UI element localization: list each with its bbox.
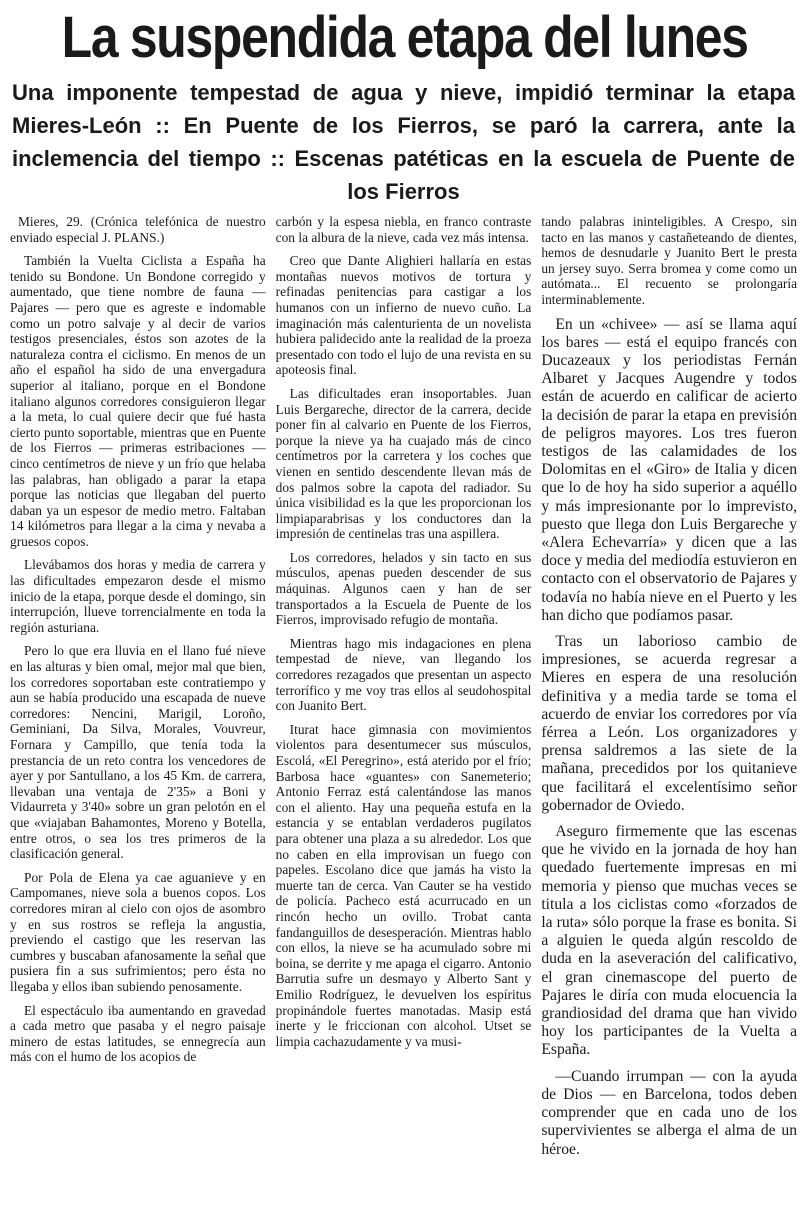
column-2 [276,214,532,1167]
paragraph: Llevábamos dos horas y media de carrera y las dificultades empezaron desde el mismo inicio de la etapa, porque desde el domingo, sin interrupción, llueve torrencialmente en toda la región asturiana. [10,557,266,635]
paragraph: También la Vuelta Ciclista a España ha tenido su Bondone. Un Bondone corregido y aumentado, que tiene nombre de fauna — Pajares — pero que es agreste e indomable como un potro salvaje y al decir de varios testigos presenciales, éstos son azotes de la naturaleza contra el ciclismo. En menos de un año el español ha sido de una envergadura superior al italiano, porque en el Bondone italiano algunos corredores consiguieron llegar a la meta, lo cual quiere decir que fué hasta cierto punto soportable, mientras que en Puente de los Fierros — primeras estribaciones — cinco centímetros de nieve y un frío que helaba las palabras, han obligado a parar la etapa porque las noticias que llegaban del puerto daban ya un espesor de medio metro. Faltaban 14 kilómetros para llegar a la cima y nevaba a gruesos copos. [10,253,266,549]
paragraph: En un «chivee» — así se llama aquí los bares — está el equipo francés con Ducazeaux y los periodistas Fernán Albaret y Jacques Augendre y todos están de acuerdo en calificar de acierto la decisión de parar la etapa en previsión de peligros mayores. Los tres fueron testigos de las calamidades de los Dolomitas en el «Giro» de Italia y dicen que lo de hoy ha sido superior a aquéllo y más impresionante por lo imprevisto, puesto que llega don Luis Bergareche y «Alera Echevarría» y dicen que a las doce y media del mediodía estuvieron en contacto con el observatorio de Pajares y todavía no había nieve en el Puerto y les han dicho que podíamos pasar. [541,315,798,624]
paragraph: —Cuando irrumpan — con la ayuda de Dios — en Barcelona, todos deben comprender que en cada uno de los supervivientes se alberga el alma de un héroe. [541,1067,798,1158]
paragraph: Pero lo que era lluvia en el llano fué nieve en las alturas y bien omal, mejor mal que bien, los corredores soportaban este contratiempo y aun se había producido una escapada de nueve corredores: Nencini, Marigil, Loroño, Geminiani, Da Silva, Morales, Vouvreur, Fornara y Campillo, que tenía toda la prestancia de un reto contra los vencedores de ayer y por Santullano, a los 45 Km. de carrera, llevaban una ventaja de 2'35» a Boni y Vidaurreta y 3'40» sobre un gran pelotón en el que «viajaban Bahamontes, Moreno y Botella, entre otros, o sea los tres primeros de la clasificación general. [10,643,266,862]
paragraph: Iturat hace gimnasia con movimientos violentos para desentumecer sus músculos, Escolá, «El Peregrino», está aterido por el frío; Barbosa hace «guantes» con Sanemeterio; Antonio Ferraz está calentándose las manos con el aliento. Hay una pequeña estufa en la estancia y se entablan verdaderos pugilatos para obtener una plaza a su alrededor. Los que no caben en ella improvisan un fuego con papeles. Escolano dice que jamás ha visto la muerte tan de cerca. Van Cauter se ha vestido de policía. Pacheco está acurrucado en un rincón hecho un ovillo. Trobat canta fandanguillos de desesperación. Mientras hablo con ellos, la nieve se ha acumulado sobre mi boina, se derrite y me apaga el cigarro. Antonio Barrutia sufre un desmayo y Alberto Sant y Emilio Rodríguez, le devuelven los espíritus propinándole fuertes manotadas. Masip está inerte y le friccionan con alcohol. Utset se limpia cachazudamente y va musi- [275,721,532,1049]
subheadline: Una imponente tempestad de agua y nieve, impidió terminar la etapa Mieres-León :: En Puente de los Fierros, se paró la carrera, ante la inclemencia del tiempo :: Escenas patéticas en la escuela de Puente de los Fierros [12,80,795,204]
paragraph: Tras un laborioso cambio de impresiones, se acuerda regresar a Mieres en espera de una resolución definitiva y a media tarde se toma el acuerdo de enviar los corredores por vía férrea a León. Los organizadores y prensa saldremos a las siete de la mañana, precedidos por los quitanieve que facilitará el excelentísimo señor gobernador de Oviedo. [541,633,798,814]
article-body [6,214,801,1167]
paragraph: Las dificultades eran insoportables. Juan Luis Bergareche, director de la carrera, decide poner fin al calvario en Puente de los Fierros, porque la nieve ya ha cuajado más de cinco centímetros por la carretera y los coches que vienen en sentido descendente llevan más de dos palmos sobre la capota del radiador. Su única visibilidad es la que les proporcionan los limpiaparabrisas y los conductores dan la impresión de centinelas tras una aspillera. [275,385,532,542]
paragraph: carbón y la espesa niebla, en franco contraste con la albura de la nieve, cada vez más intensa. [275,214,532,245]
paragraph: Aseguro firmemente que las escenas que he vivido en la jornada de hoy han quedado fuertemente impresas en mi memoria y pienso que muchas veces se titula a los ciclistas como «forzados de la ruta» sólo porque la frase es bonita. Si a alguien le queda algún rescoldo de duda en la aseveración del calificativo, el gran cinemascope del puerto de Pajares le diría con muda elocuencia la grandiosidad del drama que han vivido hoy los participantes de la Vuelta a España. [541,823,798,1059]
paragraph: Creo que Dante Alighieri hallaría en estas montañas nuevos motivos de tortura y refinadas penitencias para castigar a los humanos con un infierno de nuevo cuño. La imaginación más calenturienta de un novelista hubiera palidecido ante la realidad de la proeza presentado con todo el lujo de una revista en su apoteosis final. [275,253,532,378]
paragraph: Por Pola de Elena ya cae aguanieve y en Campomanes, nieve sola a buenos copos. Los corredores miran al cielo con ojos de asombro y en sus rostros se refleja la angustia, previendo el castigo que les reservan las cumbres y buscaban afanosamente la señal que pusiera fin a sus sufrimientos; pero ésta no llegaba y ellos iban subiendo penosamente. [10,869,266,994]
paragraph: El espectáculo iba aumentando en gravedad a cada metro que pasaba y el negro paisaje minero de estas latitudes, se ennegrecía aun más con el humo de los acopios de [10,1002,266,1065]
paragraph: Mientras hago mis indagaciones en plena tempestad de nieve, van llegando los corredores rezagados que presentan un aspecto terrorífico y me voy tras ellos al seudohospital con Juanito Bert. [275,635,532,714]
column-3 [541,214,797,1167]
byline: Mieres, 29. (Crónica telefónica de nuestro enviado especial J. PLANS.) [10,214,266,245]
paragraph: tando palabras ininteligibles. A Crespo, sin tacto en las manos y castañeteando de dientes, hemos de desnudarle y Juanito Bert le presta un jersey suyo. Serra bromea y come como un autómata... El recuento se prolongaría interminablemente. [541,214,798,307]
headline: La suspendida etapa del lunes [61,5,748,70]
column-1 [10,214,266,1167]
paragraph: Los corredores, helados y sin tacto en sus músculos, apenas pueden descender de sus máquinas. Algunos caen y han de ser transportados a la Escuela de Puente de los Fierros, improvisado refugio de montaña. [275,549,532,628]
